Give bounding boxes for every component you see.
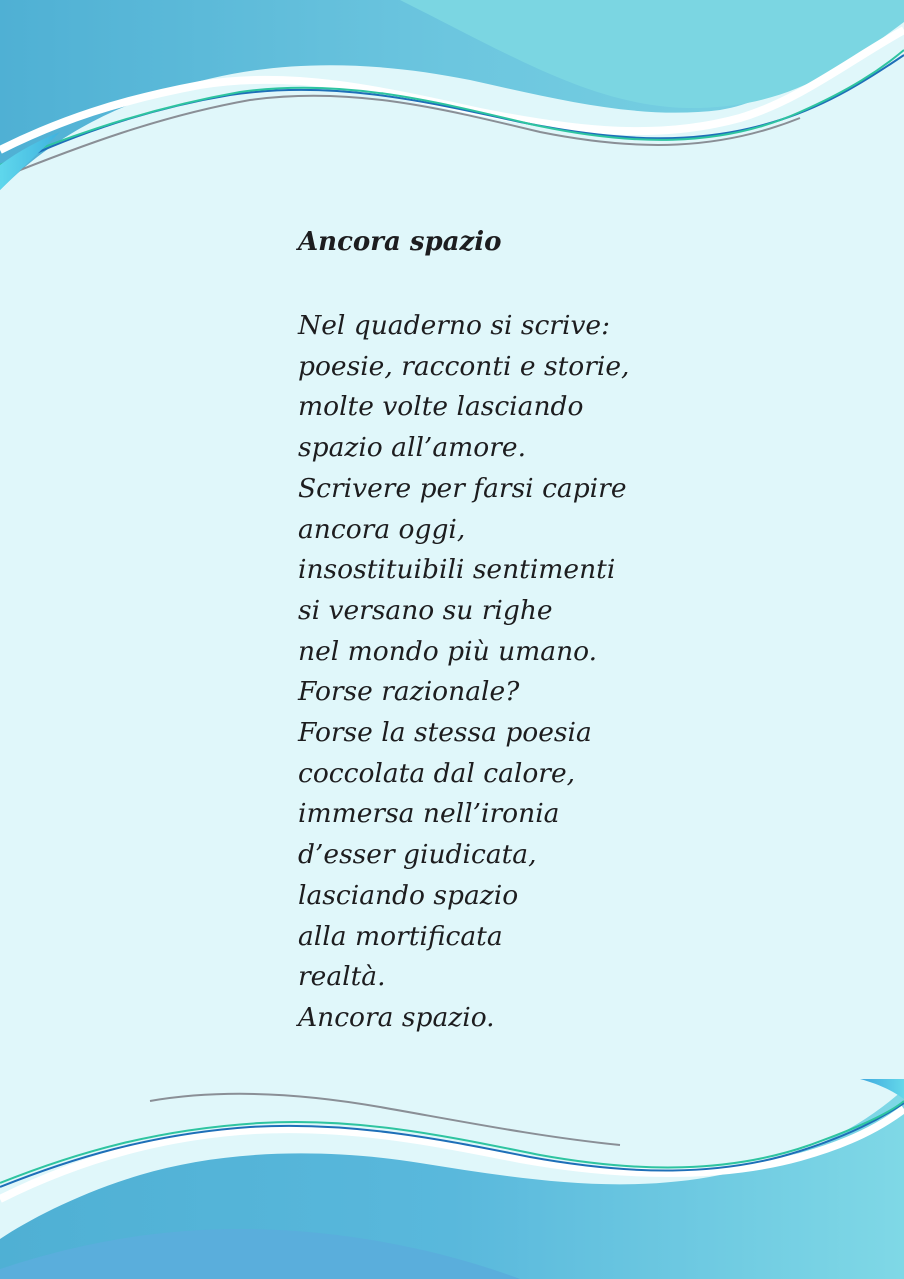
poem-line: si versano su righe [298,594,553,626]
poem-line: spazio all’amore. [298,432,527,464]
poem-line: insostituibili sentimenti [298,554,616,586]
poem-line: d’esser giudicata, [298,839,537,871]
poem-line: nel mondo più umano. [298,635,598,667]
poem [298,222,818,1039]
poem-line: Scrivere per farsi capire [298,472,627,504]
top-wave-decoration [0,0,904,220]
poem-line: Forse razionale? [298,676,520,708]
poem-line: Ancora spazio. [298,1001,495,1033]
poem-body [298,306,818,1039]
poem-line: realtà. [298,961,386,993]
poem-line: ancora oggi, [298,513,466,545]
poem-line: Forse la stessa poesia [298,717,592,749]
bottom-wave-decoration [0,1079,904,1279]
poem-line: coccolata dal calore, [298,757,576,789]
poem-line: immersa nell’ironia [298,798,560,830]
poem-line: alla mortificata [298,920,503,952]
poem-line: poesie, racconti e storie, [298,350,630,382]
poem-line: Nel quaderno si scrive: [298,310,611,341]
poem-line: molte volte lasciando [298,391,584,423]
poem-line: lasciando spazio [298,879,519,911]
poem-title: Ancora spazio [298,227,502,257]
